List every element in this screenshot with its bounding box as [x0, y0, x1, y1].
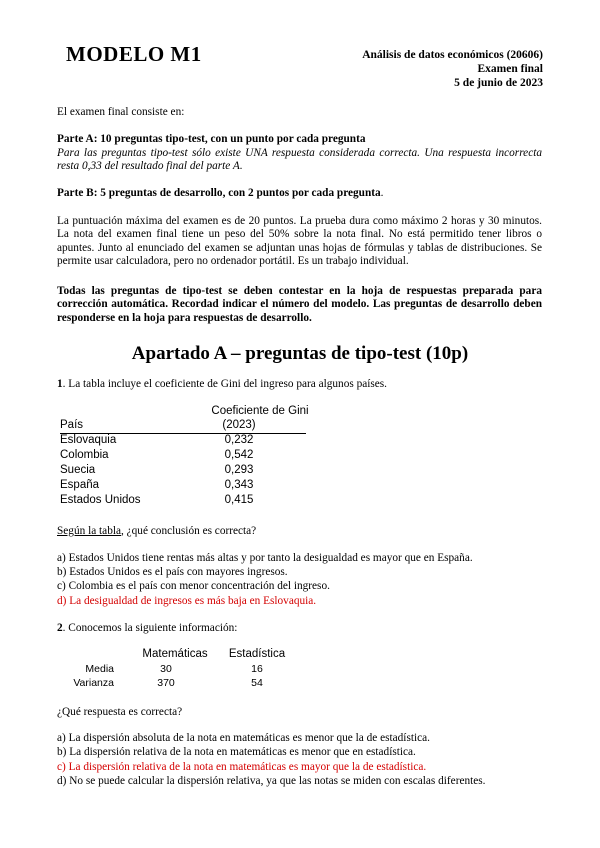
- gini-country: Eslovaquia: [60, 434, 117, 446]
- gini-country: España: [60, 479, 100, 491]
- gini-country: Suecia: [60, 464, 96, 476]
- q1-option-b[interactable]: b) Estados Unidos es el país con mayores ingresos.: [57, 566, 288, 578]
- part-b-title: Parte B: 5 preguntas de desarrollo, con 2 puntos por cada pregunta: [57, 187, 381, 199]
- intro-lead: El examen final consiste en:: [57, 106, 185, 118]
- stats-col-math: Matemáticas: [142, 648, 208, 660]
- q2-option-b[interactable]: b) La dispersión relativa de la nota en matemáticas es menor que en estadística.: [57, 746, 416, 758]
- gini-value: 0,343: [224, 479, 254, 491]
- q2-option-c-correct[interactable]: c) La dispersión relativa de la nota en matemáticas es mayor que la de estadística.: [57, 761, 427, 773]
- part-b-line: [57, 187, 542, 200]
- section-title: Apartado A – preguntas de tipo-test (10p): [131, 343, 469, 364]
- gini-value: 0,232: [224, 434, 254, 446]
- exam-type: Examen final: [477, 63, 543, 75]
- q1-option-a[interactable]: a) Estados Unidos tiene rentas más altas y por tanto la desigualdad es mayor que en España.: [57, 552, 473, 564]
- question-1: [57, 377, 387, 392]
- stats-col-stat: Estadística: [228, 648, 286, 660]
- table-row: [60, 434, 306, 449]
- gini-country: Colombia: [60, 449, 109, 461]
- gini-country-header: País: [60, 419, 84, 431]
- question-1-prompt-rest: , ¿qué conclusión es correcta?: [121, 525, 257, 537]
- stats-label: Media: [85, 663, 114, 675]
- part-a-note: Para las preguntas tipo-test sólo existe UNA respuesta considerada correcta. Una respuesta incorrecta resta 0,33 del resultado final del parte A.: [57, 147, 542, 173]
- gini-value: 0,415: [224, 494, 254, 506]
- table-row: [60, 464, 306, 479]
- exam-date: 5 de junio de 2023: [454, 77, 543, 89]
- question-1-prompt-underlined: Según la tabla: [57, 525, 121, 537]
- question-2: [57, 621, 237, 636]
- exam-rules: La puntuación máxima del examen es de 20 puntos. La prueba dura como máximo 2 horas y 30 minutos. La nota del examen final tiene un peso del 50% sobre la nota final. No está permitido tener libros o apuntes. Junto al enunciado del examen se adjuntan unas hojas de fórmulas y tablas de distribuciones. Se permite usar calculadora, pero no ordenador portátil. Es un trabajo individual.: [57, 215, 542, 268]
- model-title: MODELO M1: [66, 42, 202, 66]
- q1-option-d-correct[interactable]: d) La desigualdad de ingresos es más baja en Eslovaquia.: [57, 595, 317, 607]
- stats-stat-value: 16: [251, 663, 263, 675]
- stats-label: Varianza: [73, 677, 114, 689]
- gini-header-1: Coeficiente de Gini: [211, 405, 309, 417]
- gini-value: 0,542: [224, 449, 254, 461]
- exam-instructions: Todas las preguntas de tipo-test se deben contestar en la hoja de respuestas preparada para corrección automática. Recordad indicar el número del modelo. Las preguntas de desarrollo deben responderse en la hoja para respuestas de desarrollo.: [57, 285, 542, 324]
- q2-option-d[interactable]: d) No se puede calcular la dispersión relativa, ya que las notas se miden con escalas diferentes.: [57, 775, 486, 787]
- gini-country: Estados Unidos: [60, 494, 141, 506]
- table-row: [60, 479, 306, 494]
- gini-value: 0,293: [224, 464, 254, 476]
- question-2-prompt: ¿Qué respuesta es correcta?: [57, 706, 183, 718]
- q2-option-a[interactable]: a) La dispersión absoluta de la nota en matemáticas es menor que la de estadística.: [57, 732, 430, 744]
- question-2-text: . Conocemos la siguiente información:: [62, 622, 238, 634]
- part-b-end: .: [380, 187, 384, 199]
- question-2-number: 2: [57, 622, 63, 634]
- question-1-prompt: [57, 524, 256, 539]
- table-row: [60, 449, 306, 464]
- table-row: [60, 677, 300, 690]
- question-1-text: . La tabla incluye el coeficiente de Gini del ingreso para algunos países.: [62, 378, 388, 390]
- q1-option-c[interactable]: c) Colombia es el país con menor concentración del ingreso.: [57, 580, 330, 592]
- table-row: [60, 494, 306, 509]
- course-name: Análisis de datos económicos (20606): [362, 49, 543, 61]
- question-1-number: 1: [57, 378, 63, 390]
- table-row: [60, 663, 300, 676]
- stats-stat-value: 54: [251, 677, 263, 689]
- part-a-title: Parte A: 10 preguntas tipo-test, con un punto por cada pregunta: [57, 133, 366, 145]
- stats-math-value: 30: [160, 663, 172, 675]
- stats-math-value: 370: [157, 677, 175, 689]
- gini-header-2: (2023): [222, 419, 256, 431]
